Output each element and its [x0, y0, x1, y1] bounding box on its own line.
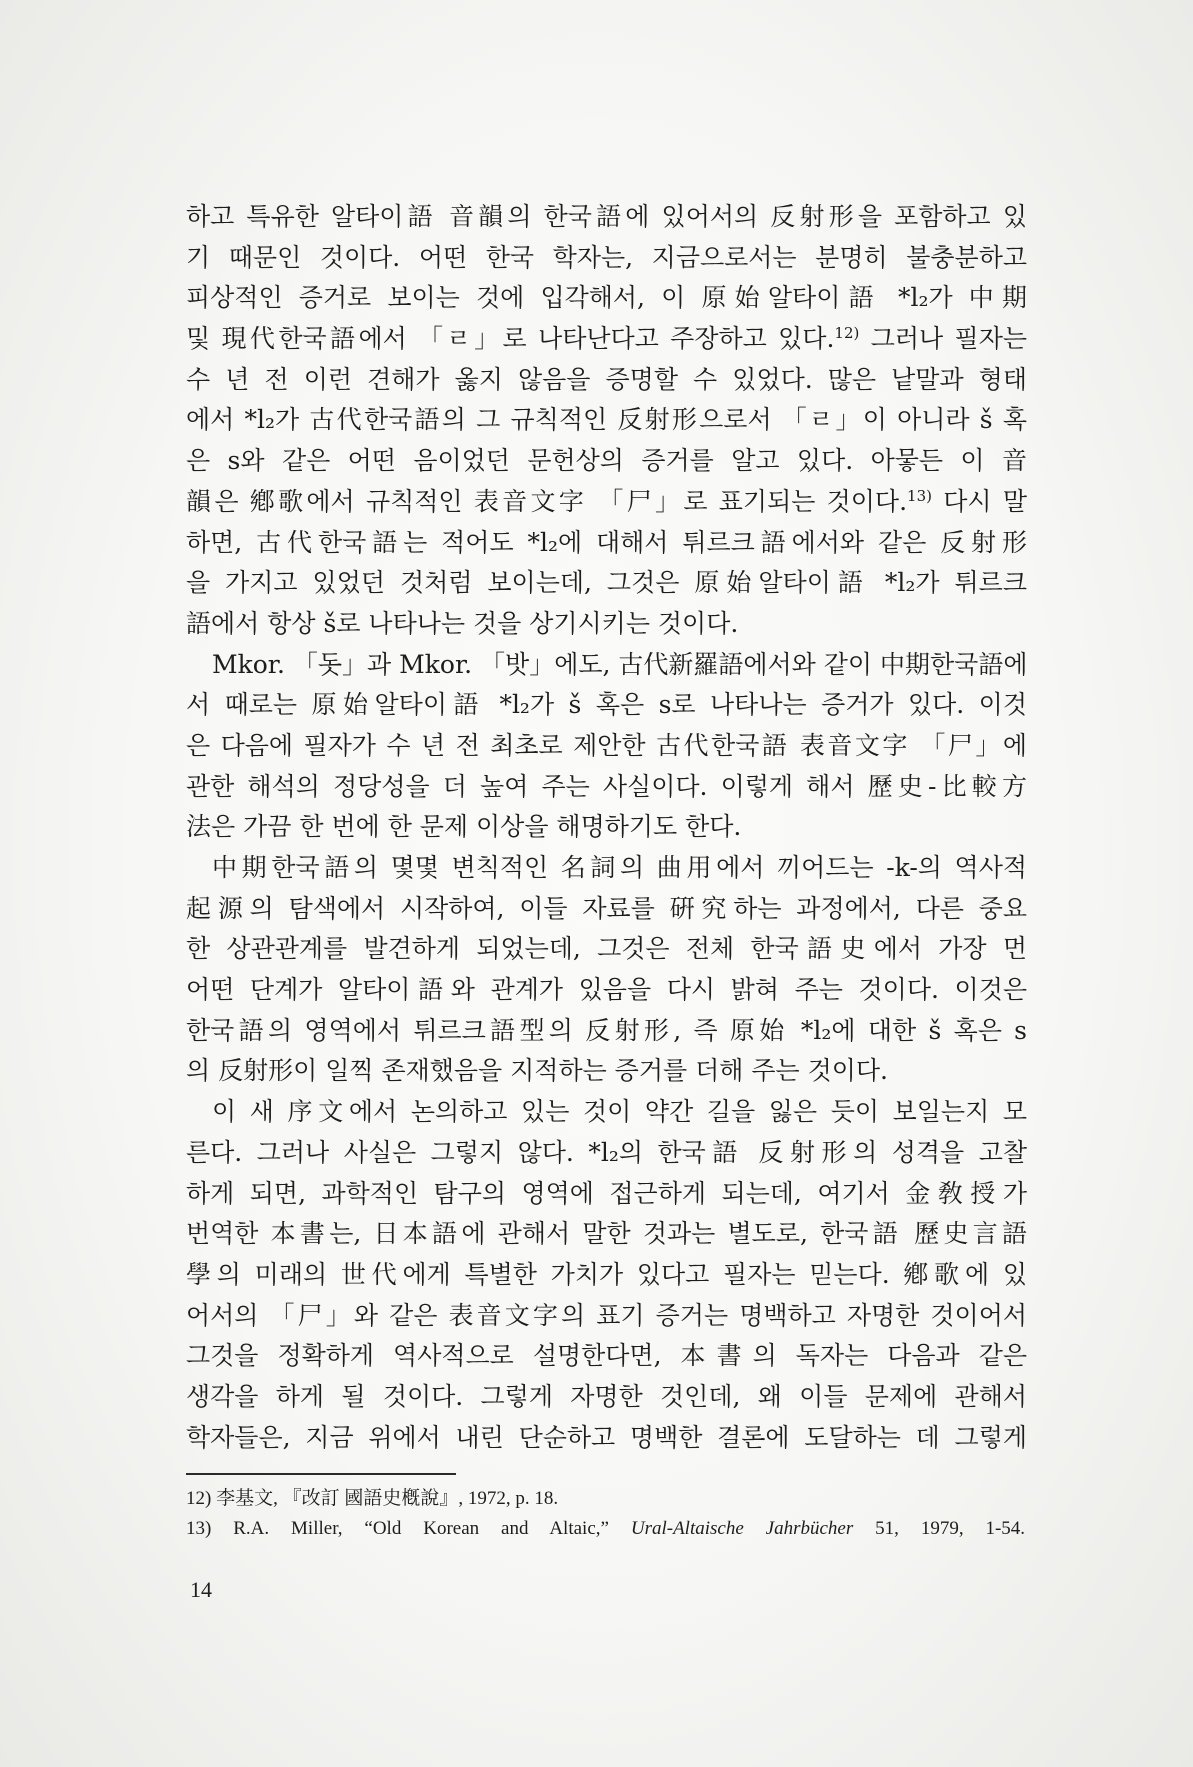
- footnote-text: 李基文, 『改訂 國語史槪說』, 1972, p. 18.: [216, 1488, 559, 1509]
- line-text: 韻은 鄕歌에서 규칙적인 表音文字 「尸」로 표기되는 것이다.: [186, 486, 908, 516]
- footnote: [186, 1514, 1025, 1544]
- footnote-reference: 12): [834, 324, 860, 343]
- footnote-journal-title: Ural-Altaische Jahrbücher: [630, 1518, 854, 1539]
- text-line: 어떤 단계가 알타이語와 관계가 있음을 다시 밝혀 주는 것이다. 이것은: [186, 975, 1027, 1005]
- footnote: [186, 1484, 1025, 1514]
- text-line: 起源의 탐색에서 시작하여, 이들 자료를 硏究하는 과정에서, 다른 중요: [186, 893, 1027, 923]
- paragraph: [186, 1092, 1027, 1458]
- text-line: [186, 319, 1027, 360]
- line-text: 그러나 필자는: [870, 324, 1027, 354]
- text-line: 語에서 항상 š로 나타나는 것을 상기시키는 것이다.: [186, 608, 739, 638]
- page-number: 14: [190, 1577, 212, 1602]
- text-line: 어서의 「尸」와 같은 表音文字의 표기 증거는 명백하고 자명한 것이어서: [186, 1300, 1027, 1330]
- text-line: 은 s와 같은 어떤 음이었던 문헌상의 증거를 알고 있다. 아뭏든 이 音: [186, 446, 1027, 476]
- paragraph: [186, 848, 1027, 1092]
- text-line: Mkor. 「돗」과 Mkor. 「밧」에도, 古代新羅語에서와 같이 中期한국語에: [212, 649, 1028, 679]
- footnote-text: 51, 1979, 1-54.: [875, 1518, 1026, 1539]
- text-line: 中期한국語의 몇몇 변칙적인 名詞의 曲用에서 끼어드는 -k-의 역사적: [212, 853, 1027, 882]
- text-line: 한 상관관계를 발견하게 되었는데, 그것은 전체 한국語史에서 가장 먼: [186, 934, 1027, 964]
- footnote-reference: 13): [907, 486, 932, 505]
- footnote-marker: 12): [186, 1488, 212, 1509]
- text-line: 관한 해석의 정당성을 더 높여 주는 사실이다. 이렇게 해서 歷史-比較方: [186, 771, 1027, 801]
- text-line: 수 년 전 이런 견해가 옳지 않음을 증명할 수 있었다. 많은 낱말과 형태: [186, 364, 1027, 394]
- text-line: 이 새 序文에서 논의하고 있는 것이 약간 길을 잃은 듯이 보일는지 모: [212, 1097, 1027, 1127]
- footnote-text: R.A. Miller, “Old Korean and Altaic,”: [233, 1518, 609, 1539]
- text-line: 학자들은, 지금 위에서 내린 단순하고 명백한 결론에 도달하는 데 그렇게: [186, 1422, 1027, 1452]
- text-line: 그것을 정확하게 역사적으로 설명한다면, 本書의 독자는 다음과 같은: [186, 1341, 1027, 1371]
- text-line: 피상적인 증거로 보이는 것에 입각해서, 이 原始알타이語 *l₂가 中期: [186, 283, 1027, 313]
- text-line: 은 다음에 필자가 수 년 전 최초로 제안한 古代한국語 表音文字 「尸」에: [186, 730, 1027, 760]
- footnote-divider: [186, 1473, 456, 1475]
- paragraph: [186, 197, 1027, 645]
- line-text: 및 現代한국語에서 「ㄹ」로 나타난다고 주장하고 있다.: [186, 324, 835, 354]
- footnotes: [186, 1484, 1025, 1544]
- text-line: 의 反射形이 일찍 존재했음을 지적하는 증거를 더해 주는 것이다.: [186, 1056, 888, 1086]
- text-line: 法은 가끔 한 번에 한 문제 이상을 해명하기도 한다.: [186, 812, 742, 842]
- text-line: 한국語의 영역에서 튀르크語型의 反射形, 즉 原始 *l₂에 대한 š 혹은 s: [186, 1015, 1027, 1045]
- text-line: 學의 미래의 世代에게 특별한 가치가 있다고 필자는 믿는다. 鄕歌에 있: [186, 1259, 1027, 1289]
- text-line: 른다. 그러나 사실은 그렇지 않다. *l₂의 한국語 反射形의 성격을 고찰: [186, 1137, 1027, 1167]
- text-line: 하게 되면, 과학적인 탐구의 영역에 접근하게 되는데, 여기서 金敎授가: [186, 1178, 1027, 1208]
- paragraph: [186, 645, 1027, 848]
- text-line: 에서 *l₂가 古代한국語의 그 규칙적인 反射形으로서 「ㄹ」이 아니라 š 혹: [186, 405, 1027, 435]
- text-line: 기 때문인 것이다. 어떤 한국 학자는, 지금으로서는 분명히 불충분하고: [186, 242, 1027, 272]
- line-text: 다시 말: [943, 486, 1028, 516]
- text-line: 번역한 本書는, 日本語에 관해서 말한 것과는 별도로, 한국語 歷史言語: [186, 1219, 1027, 1249]
- footnote-marker: 13): [186, 1518, 212, 1539]
- text-line: 서 때로는 原始알타이語 *l₂가 š 혹은 s로 나타나는 증거가 있다. 이것: [186, 690, 1027, 720]
- text-line: [186, 482, 1027, 523]
- body-text: [186, 197, 1027, 1458]
- text-line: 하고 특유한 알타이語 音韻의 한국語에 있어서의 反射形을 포함하고 있: [186, 202, 1027, 231]
- text-line: 을 가지고 있었던 것처럼 보이는데, 그것은 原始알타이語 *l₂가 튀르크: [186, 568, 1027, 598]
- text-line: 하면, 古代한국語는 적어도 *l₂에 대해서 튀르크語에서와 같은 反射形: [186, 527, 1027, 557]
- text-line: 생각을 하게 될 것이다. 그렇게 자명한 것인데, 왜 이들 문제에 관해서: [186, 1381, 1027, 1411]
